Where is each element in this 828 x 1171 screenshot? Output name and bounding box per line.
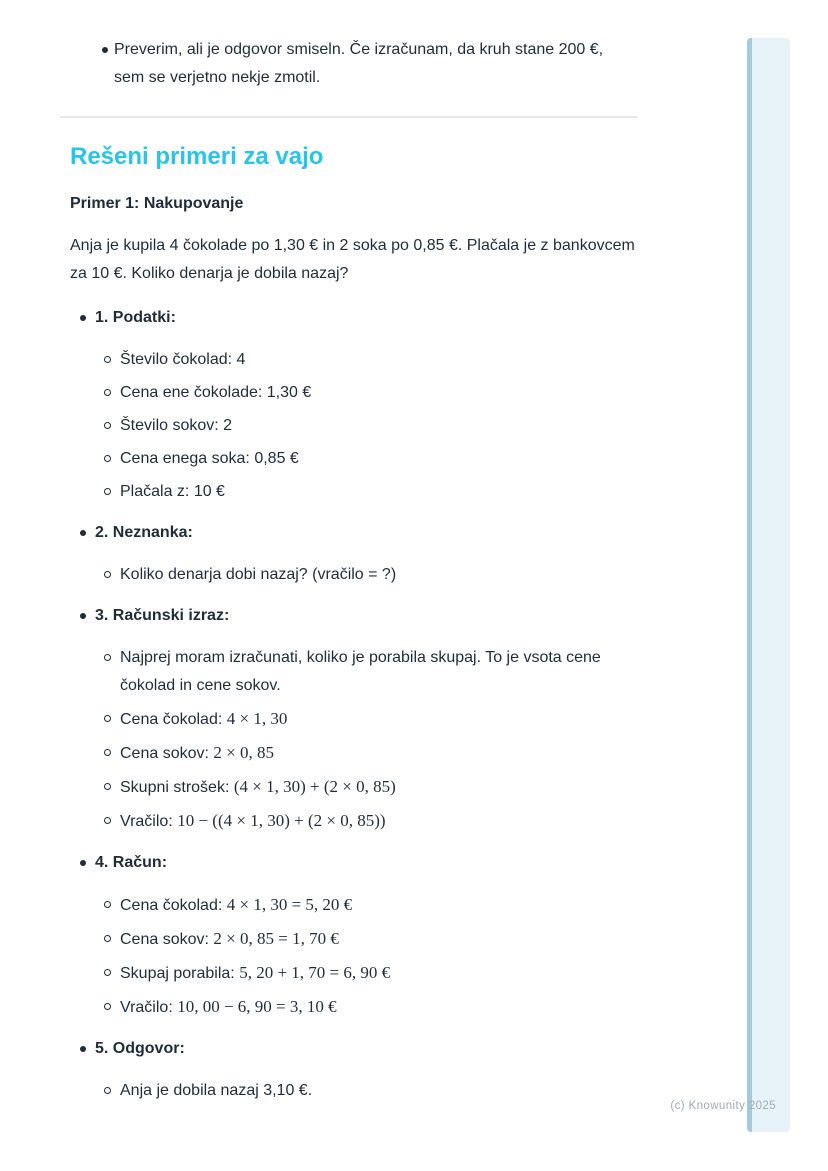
detail-math: 10 − ((4 × 1, 30) + (2 × 0, 85)) — [177, 811, 386, 830]
intro-bullet-text: Preverim, ali je odgovor smiseln. Če izračunam, da kruh stane 200 €, sem se verjetno nekje zmotil. — [114, 41, 604, 86]
step-detail-item — [95, 1077, 637, 1105]
step-title: 1. Podatki: — [95, 309, 176, 326]
detail-math: 4 × 1, 30 = 5, 20 € — [226, 895, 353, 914]
detail-text: Cena sokov: — [120, 931, 214, 948]
step-detail-item — [95, 445, 637, 473]
detail-text: Število čokolad: 4 — [120, 351, 246, 368]
section-divider — [60, 116, 637, 118]
step-detail-item — [95, 644, 637, 700]
step-detail-item — [95, 705, 637, 734]
step-detail-item — [95, 412, 637, 440]
steps-list — [70, 304, 637, 1105]
step-title: 5. Odgovor: — [95, 1040, 185, 1057]
detail-text: Cena ene čokolade: 1,30 € — [120, 384, 312, 401]
step-title: 3. Računski izraz: — [95, 607, 230, 624]
detail-math: 5, 20 + 1, 70 = 6, 90 € — [239, 963, 391, 982]
detail-math: 10, 00 − 6, 90 = 3, 10 € — [177, 997, 337, 1016]
intro-list — [70, 36, 637, 92]
detail-text: Vračilo: — [120, 999, 178, 1016]
copyright-text: (c) Knowunity 2025 — [670, 1100, 776, 1112]
detail-text: Koliko denarja dobi nazaj? (vračilo = ?) — [120, 566, 397, 583]
step-detail-item — [95, 959, 637, 988]
step-detail-item — [95, 379, 637, 407]
step-item — [70, 304, 637, 506]
step-item — [70, 849, 637, 1022]
step-sublist — [95, 644, 637, 836]
detail-math: 4 × 1, 30 — [226, 709, 288, 728]
example-title: Primer 1: Nakupovanje — [70, 195, 244, 212]
detail-text: Anja je dobila nazaj 3,10 €. — [120, 1082, 313, 1099]
step-detail-item — [95, 346, 637, 374]
step-detail-item — [95, 891, 637, 920]
detail-text: Skupaj porabila: — [120, 965, 240, 982]
step-sublist — [95, 891, 637, 1022]
intro-bullet-item — [70, 36, 636, 92]
step-sublist — [95, 1077, 637, 1105]
document-content — [70, 36, 637, 1105]
step-detail-item — [95, 993, 637, 1022]
step-item — [70, 1035, 637, 1105]
step-detail-item — [95, 925, 637, 954]
step-detail-item — [95, 773, 637, 802]
detail-math: 2 × 0, 85 — [213, 743, 274, 762]
detail-text: Skupni strošek: — [120, 779, 234, 796]
detail-text: Cena enega soka: 0,85 € — [120, 450, 299, 467]
scrollbar-thumb[interactable] — [747, 38, 790, 1132]
step-title: 2. Neznanka: — [95, 524, 193, 541]
step-item — [70, 602, 637, 836]
section-heading: Rešeni primeri za vajo — [70, 143, 324, 170]
step-title: 4. Račun: — [95, 854, 168, 871]
detail-text: Vračilo: — [120, 813, 178, 830]
detail-math: (4 × 1, 30) + (2 × 0, 85) — [233, 777, 396, 796]
step-detail-item — [95, 561, 637, 589]
detail-text: Cena čokolad: — [120, 711, 227, 728]
detail-text: Cena sokov: — [120, 745, 214, 762]
step-detail-item — [95, 478, 637, 506]
detail-math: 2 × 0, 85 = 1, 70 € — [213, 929, 339, 948]
problem-statement: Anja je kupila 4 čokolade po 1,30 € in 2 soka po 0,85 €. Plačala je z bankovcem za 10 €. Koliko denarja je dobila nazaj? — [70, 237, 635, 282]
detail-text: Najprej moram izračunati, koliko je porabila skupaj. To je vsota cene čokolad in cene sokov. — [120, 649, 601, 694]
step-item — [70, 519, 637, 589]
detail-text: Cena čokolad: — [120, 897, 227, 914]
step-detail-item — [95, 739, 637, 768]
step-detail-item — [95, 807, 637, 836]
detail-text: Število sokov: 2 — [120, 417, 233, 434]
detail-text: Plačala z: 10 € — [120, 483, 225, 500]
step-sublist — [95, 561, 637, 589]
step-sublist — [95, 346, 637, 506]
